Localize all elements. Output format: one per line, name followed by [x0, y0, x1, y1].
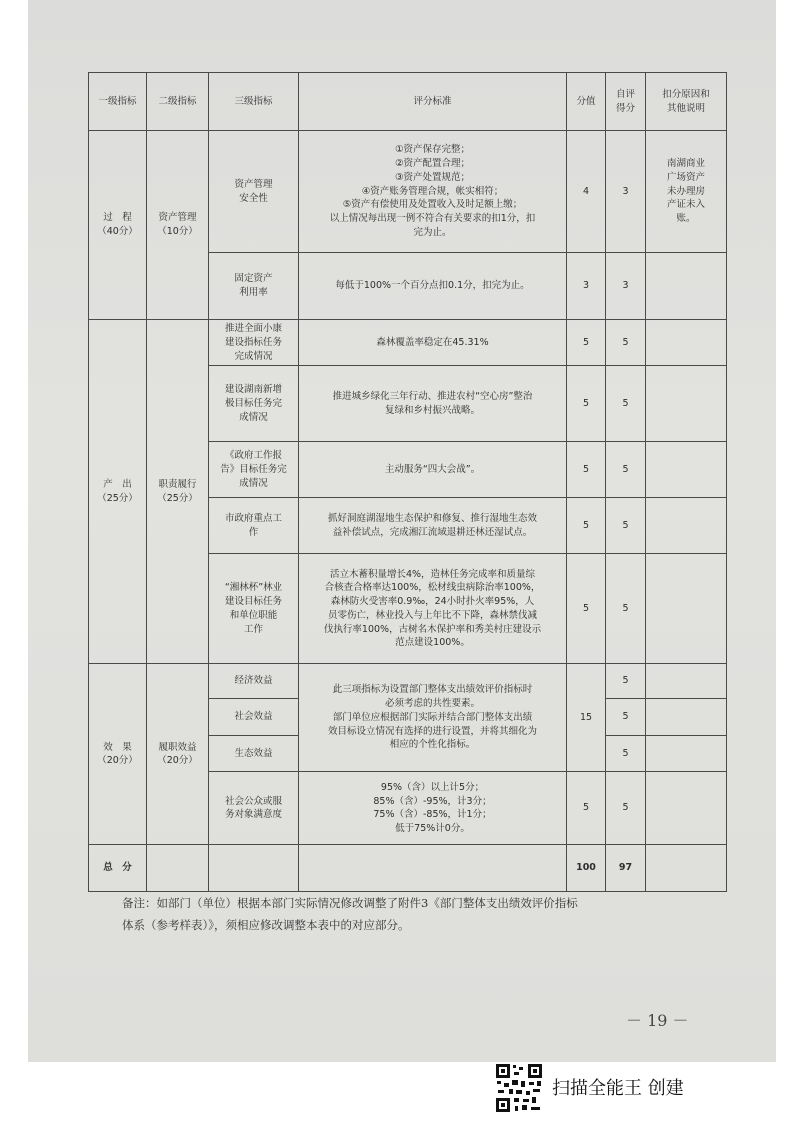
- level3-cell: “湘林杯”林业 建设目标任务 和单位职能 工作: [209, 554, 299, 664]
- effect-merged-score: 15: [567, 664, 606, 772]
- criteria-cell: 每低于100%一个百分点扣0.1分，扣完为止。: [299, 253, 567, 320]
- score-cell: 5: [567, 366, 606, 442]
- score-cell: 5: [567, 442, 606, 498]
- self-score-cell: 3: [606, 131, 646, 253]
- self-score-cell: 5: [606, 664, 646, 699]
- score-cell: 5: [567, 554, 606, 664]
- self-score-cell: 5: [606, 736, 646, 772]
- reason-cell: [646, 366, 727, 442]
- footnote-line-2: 体系（参考样表）》，须相应修改调整本表中的对应部分。: [122, 918, 410, 932]
- level3-cell: 经济效益: [209, 664, 299, 699]
- empty-cell: [646, 845, 727, 892]
- reason-cell: [646, 772, 727, 845]
- self-score-cell: 5: [606, 554, 646, 664]
- level3-cell: 推进全面小康 建设指标任务 完成情况: [209, 320, 299, 366]
- level3-cell: 固定资产 利用率: [209, 253, 299, 320]
- effect-level1: 效 果 （20分）: [89, 664, 147, 845]
- effect-level2: 履职效益 （20分）: [147, 664, 209, 845]
- criteria-cell: 抓好洞庭湖湿地生态保护和修复、推行湿地生态效 益补偿试点，完成湘江流域退耕还林还湿试点。: [299, 498, 567, 554]
- level3-cell: 社会公众或服 务对象满意度: [209, 772, 299, 845]
- footnote-line-1: 备注：如部门（单位）根据本部门实际情况修改调整了附件3《部门整体支出绩效评价指标: [122, 896, 578, 910]
- self-score-cell: 5: [606, 442, 646, 498]
- empty-cell: [299, 845, 567, 892]
- output-level1: 产 出 （25分）: [89, 320, 147, 664]
- reason-cell: [646, 736, 727, 772]
- score-cell: 4: [567, 131, 606, 253]
- level3-cell: 社会效益: [209, 699, 299, 736]
- self-score-cell: 5: [606, 366, 646, 442]
- footnote: [122, 892, 732, 936]
- criteria-cell: 活立木蓄积量增长4%，造林任务完成率和质量综 合核查合格率达100%，松材线虫病除治率100%， 森林防火受害率0.9‰，24小时扑火率95%，人 员零伤亡，林业投入与上年比不下降，森林禁伐减 伐执行率100%，古树名木保护率和秀美村庄建设示 范点建设100%。: [299, 554, 567, 664]
- reason-cell: [646, 554, 727, 664]
- level3-cell: 生态效益: [209, 736, 299, 772]
- reason-cell: [646, 664, 727, 699]
- self-score-cell: 5: [606, 699, 646, 736]
- table-row: [89, 664, 727, 699]
- effect-merged-criteria: 此三项指标为设置部门整体支出绩效评价指标时 必须考虑的共性要素。 部门单位应根据部门实际并结合部门整体支出绩 效目标设立情况有选择的进行设置，并将其细化为 相应的个性化指标。: [299, 664, 567, 772]
- reason-cell: [646, 253, 727, 320]
- score-cell: 5: [567, 772, 606, 845]
- header-row: [89, 73, 727, 131]
- score-cell: 5: [567, 320, 606, 366]
- criteria-cell: 推进城乡绿化三年行动、推进农村“空心房”整治 复绿和乡村振兴战略。: [299, 366, 567, 442]
- self-score-cell: 5: [606, 320, 646, 366]
- table-row: [89, 320, 727, 366]
- total-row: [89, 845, 727, 892]
- total-self-score: 97: [606, 845, 646, 892]
- level3-cell: 市政府重点工 作: [209, 498, 299, 554]
- empty-cell: [147, 845, 209, 892]
- page-number: － 19 －: [626, 1011, 689, 1030]
- total-label: 总 分: [89, 845, 147, 892]
- header-criteria: 评分标准: [299, 73, 567, 131]
- reason-cell: [646, 442, 727, 498]
- score-cell: 5: [567, 498, 606, 554]
- header-level1: 一级指标: [89, 73, 147, 131]
- header-level2: 二级指标: [147, 73, 209, 131]
- process-level2: 资产管理 （10分）: [147, 131, 209, 320]
- criteria-cell: 森林覆盖率稳定在45.31%: [299, 320, 567, 366]
- evaluation-table: [88, 72, 727, 892]
- header-self-score: 自评 得分: [606, 73, 646, 131]
- self-score-cell: 5: [606, 498, 646, 554]
- criteria-cell: 主动服务“四大会战”。: [299, 442, 567, 498]
- self-score-cell: 5: [606, 772, 646, 845]
- header-reason: 扣分原因和 其他说明: [646, 73, 727, 131]
- score-cell: 3: [567, 253, 606, 320]
- criteria-cell: 95%（含）以上计5分； 85%（含）-95%，计3分； 75%（含）-85%，计1分； 低于75%计0分。: [299, 772, 567, 845]
- level3-cell: 资产管理 安全性: [209, 131, 299, 253]
- output-level2: 职责履行 （25分）: [147, 320, 209, 664]
- reason-cell: [646, 699, 727, 736]
- scanner-brand-label: 扫描全能王 创建: [552, 1078, 684, 1099]
- level3-cell: 《政府工作报 告》目标任务完 成情况: [209, 442, 299, 498]
- reason-cell: [646, 498, 727, 554]
- reason-cell: [646, 320, 727, 366]
- qr-code-icon: [495, 1063, 543, 1113]
- level3-cell: 建设湖南新增 极目标任务完 成情况: [209, 366, 299, 442]
- table-row: [89, 131, 727, 253]
- header-level3: 三级指标: [209, 73, 299, 131]
- reason-cell: 南湖商业 广场资产 未办理房 产证未入 账。: [646, 131, 727, 253]
- criteria-cell: ①资产保存完整； ②资产配置合理； ③资产处置规范； ④资产账务管理合规，帐实相符； ⑤资产有偿使用及处置收入及时足额上缴； 以上情况每出现一例不符合有关要求的扣1分，扣 完为止。: [299, 131, 567, 253]
- self-score-cell: 3: [606, 253, 646, 320]
- header-score: 分值: [567, 73, 606, 131]
- process-level1: 过 程 （40分）: [89, 131, 147, 320]
- empty-cell: [209, 845, 299, 892]
- total-score: 100: [567, 845, 606, 892]
